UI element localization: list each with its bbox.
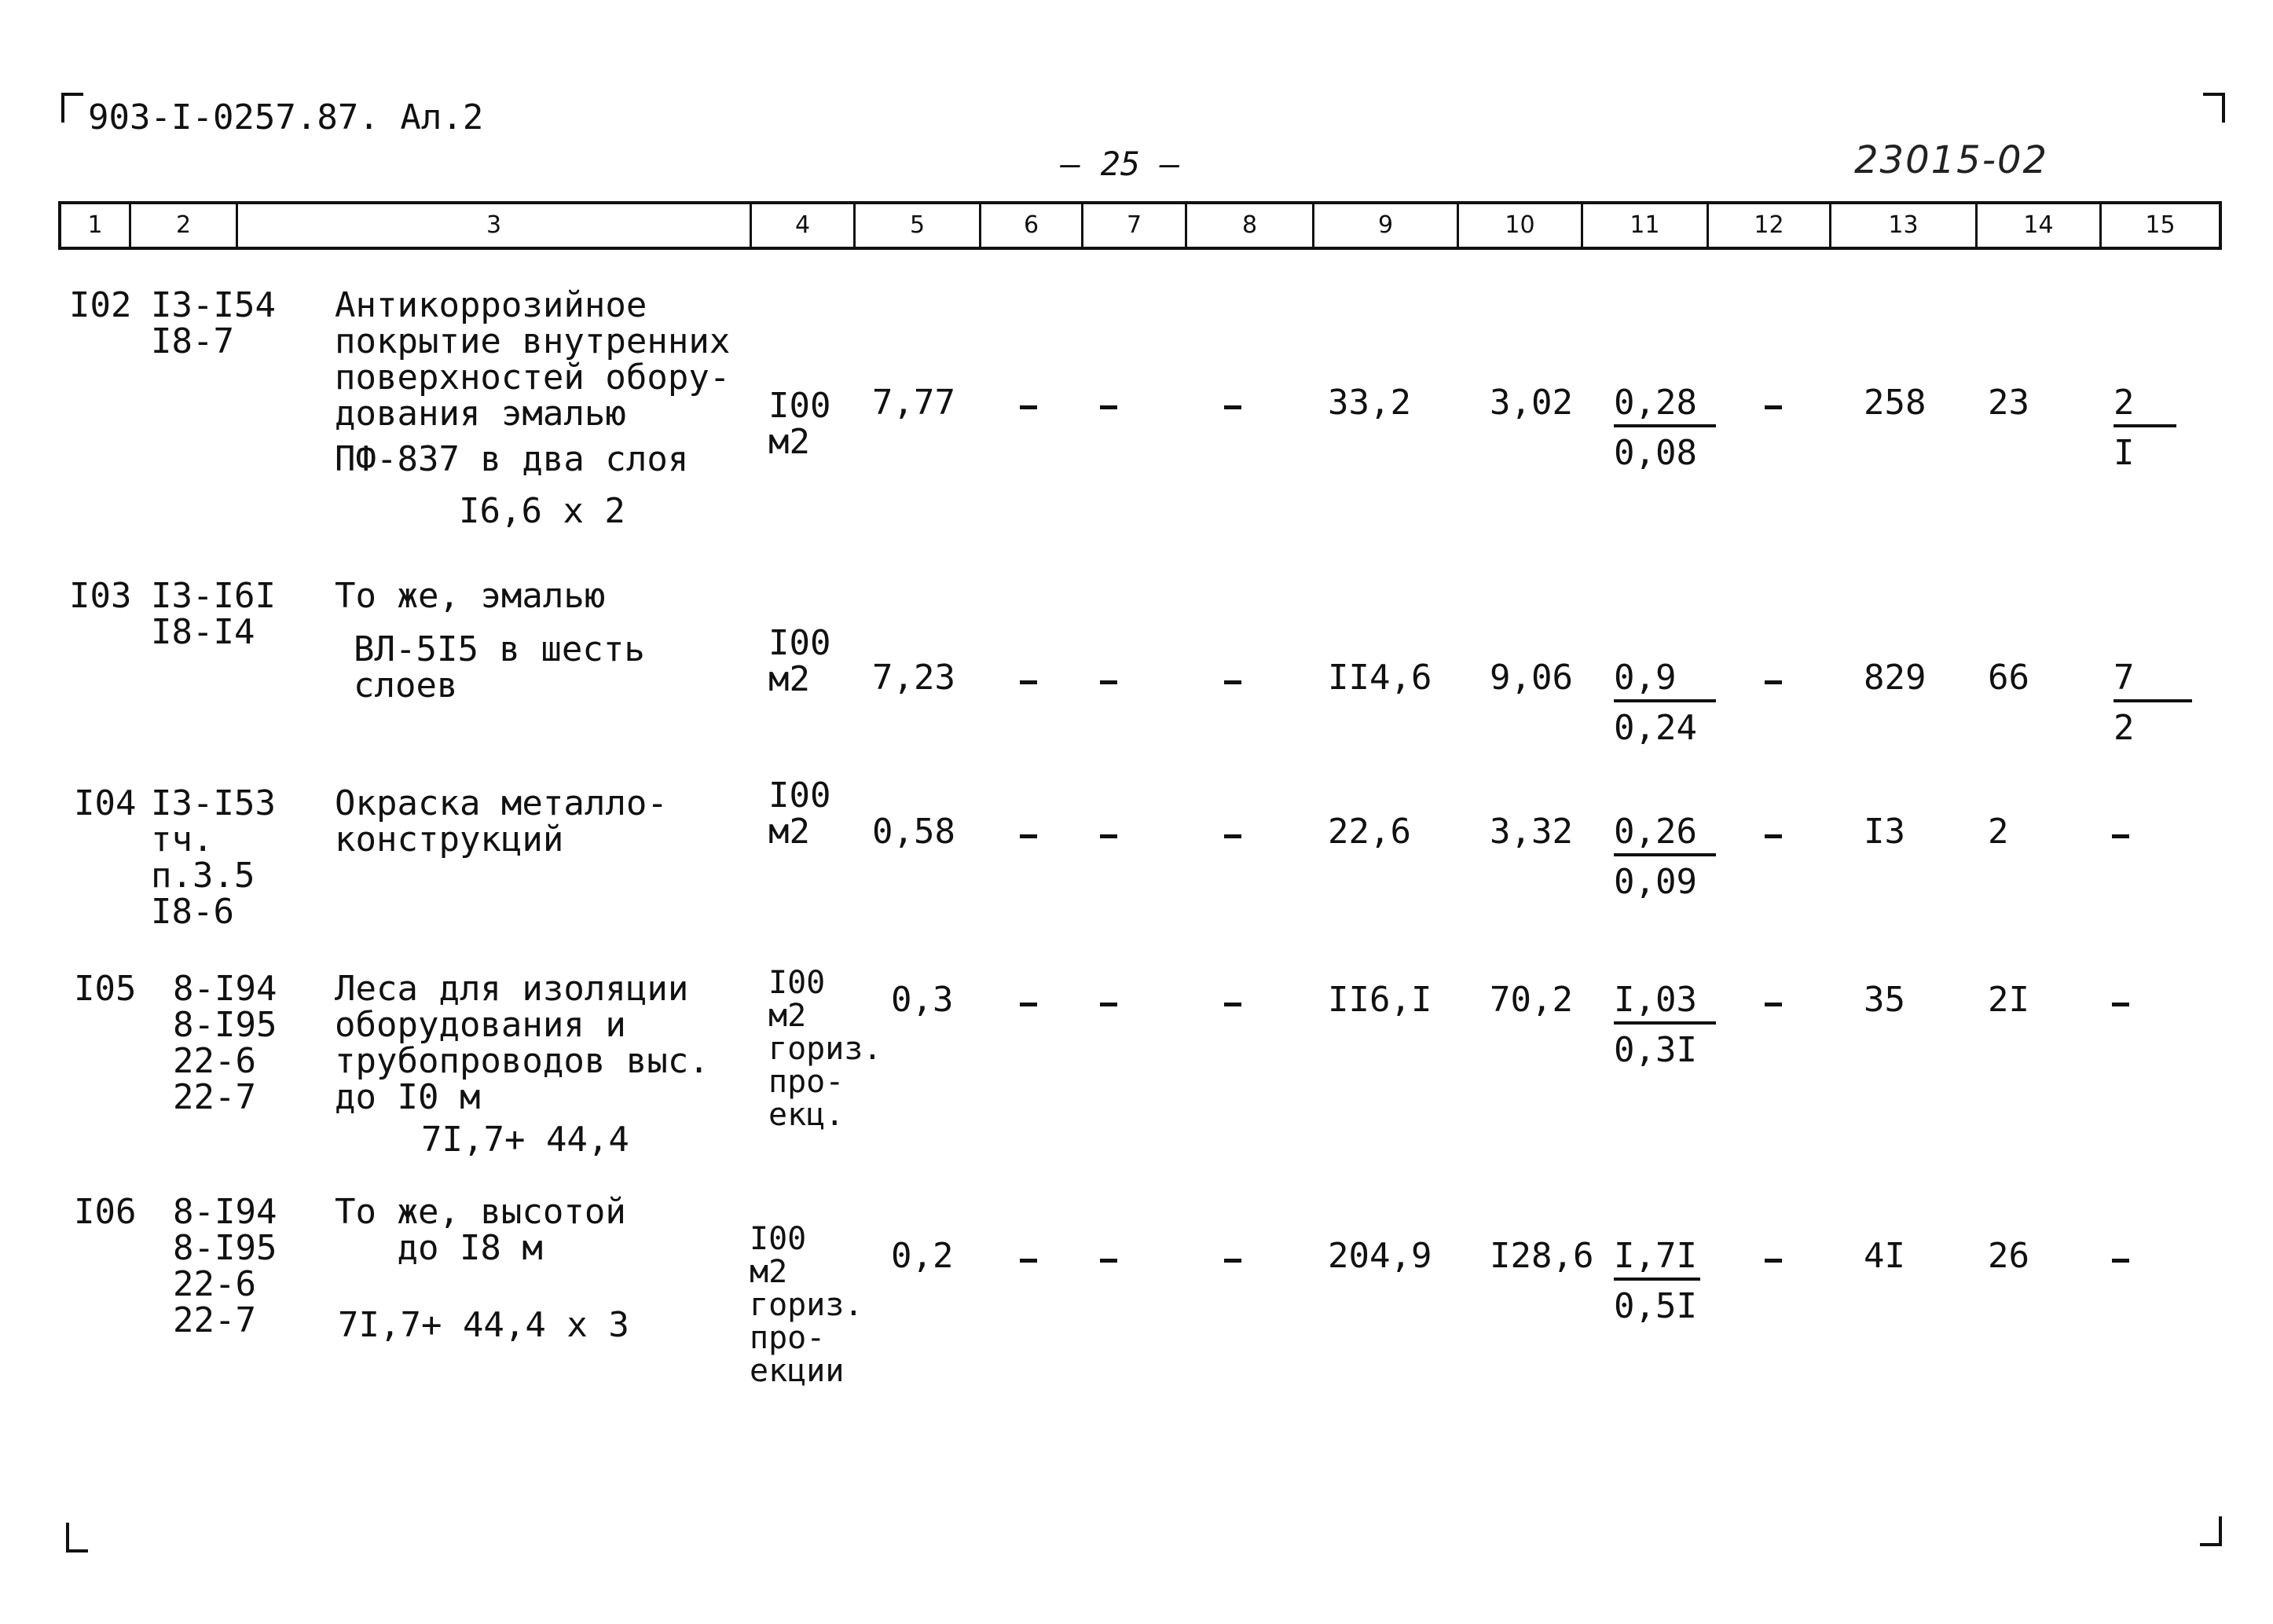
col-10-value: 9,06 bbox=[1490, 658, 1573, 698]
col-11-fraction bbox=[1614, 660, 1716, 746]
col-13-value: 4I bbox=[1864, 1236, 1905, 1276]
work-description: Окраска металло- конструкций bbox=[335, 783, 668, 860]
col-14-value: 2I bbox=[1988, 980, 2029, 1020]
dash-col-15 bbox=[2112, 834, 2129, 838]
volume-calculation: 7I,7+ 44,4 bbox=[421, 1120, 629, 1160]
row-number: I03 bbox=[69, 576, 132, 616]
col-10-value: 70,2 bbox=[1490, 980, 1573, 1020]
column-header: 13 bbox=[1829, 204, 1975, 247]
fraction-denominator: 0,5I bbox=[1614, 1286, 1697, 1326]
page-number: — 25 — bbox=[1061, 145, 1180, 183]
dash-col-7 bbox=[1100, 1003, 1117, 1006]
norm-code: I3-I6I I8-I4 bbox=[151, 576, 276, 652]
col-11-fraction bbox=[1614, 814, 1716, 900]
column-header: 1 bbox=[87, 211, 103, 239]
col-10-value: 3,02 bbox=[1490, 383, 1573, 423]
dash-col-6 bbox=[1020, 834, 1037, 838]
column-header: 5 bbox=[853, 204, 979, 247]
column-header: 7 bbox=[1081, 204, 1185, 247]
row-number: I05 bbox=[74, 969, 137, 1009]
quantity: 7,23 bbox=[872, 658, 955, 698]
dash-col-7 bbox=[1100, 680, 1117, 684]
quantity: 0,58 bbox=[872, 812, 955, 852]
dash-col-7 bbox=[1100, 1259, 1117, 1263]
norm-code: I3-I54 I8-7 bbox=[151, 285, 276, 361]
work-description-cont: ВЛ-5I5 в шесть слоев bbox=[354, 629, 645, 706]
norm-code: 8-I94 8-I95 22-6 22-7 bbox=[173, 969, 277, 1117]
dash-col-6 bbox=[1020, 1003, 1037, 1006]
dash-col-8 bbox=[1224, 834, 1241, 838]
work-description: То же, эмалью bbox=[335, 576, 606, 616]
col-13-value: 35 bbox=[1864, 980, 1905, 1020]
col-9-value: 22,6 bbox=[1328, 812, 1411, 852]
col-9-value: II4,6 bbox=[1328, 658, 1432, 698]
corner-mark-top-left bbox=[61, 93, 83, 123]
col-10-value: 3,32 bbox=[1490, 812, 1573, 852]
fraction-denominator: 2 bbox=[2114, 708, 2135, 748]
column-header: 4 bbox=[750, 204, 853, 247]
dash-col-6 bbox=[1020, 405, 1037, 409]
col-11-fraction bbox=[1614, 1238, 1700, 1325]
fraction-denominator: 0,09 bbox=[1614, 862, 1697, 902]
col-14-value: 23 bbox=[1988, 383, 2029, 423]
col-14-value: 26 bbox=[1988, 1236, 2029, 1276]
work-description: Леса для изоляции оборудования и трубопроводов выс. до I0 м bbox=[335, 969, 709, 1117]
column-header: 10 bbox=[1457, 204, 1581, 247]
fraction-numerator: I,7I bbox=[1614, 1238, 1700, 1281]
work-description: Антикоррозийное покрытие внутренних поверхностей обору- дования эмалью bbox=[335, 285, 731, 434]
quantity: 0,2 bbox=[891, 1236, 954, 1276]
col-14-value: 2 bbox=[1988, 812, 2009, 852]
unit: I00 м2 bbox=[768, 386, 831, 462]
quantity: 7,77 bbox=[872, 383, 955, 423]
row-number: I02 bbox=[69, 285, 132, 325]
col-15-fraction bbox=[2114, 385, 2176, 471]
work-description-cont: ПФ-837 в два слоя bbox=[335, 439, 689, 479]
fraction-numerator: 0,9 bbox=[1614, 660, 1716, 702]
column-header: 15 bbox=[2099, 204, 2219, 247]
dash-col-12 bbox=[1765, 680, 1782, 684]
fraction-numerator: 0,28 bbox=[1614, 385, 1716, 427]
unit: I00 м2 bbox=[768, 775, 831, 852]
corner-mark-top-right bbox=[2203, 93, 2225, 123]
column-header: 12 bbox=[1707, 204, 1829, 247]
fraction-numerator: 7 bbox=[2114, 660, 2192, 702]
norm-code: 8-I94 8-I95 22-6 22-7 bbox=[173, 1192, 277, 1340]
col-13-value: I3 bbox=[1864, 812, 1905, 852]
dash-col-7 bbox=[1100, 834, 1117, 838]
col-9-value: 204,9 bbox=[1328, 1236, 1432, 1276]
column-header: 11 bbox=[1581, 204, 1707, 247]
dash-col-6 bbox=[1020, 680, 1037, 684]
dash-col-12 bbox=[1765, 1003, 1782, 1006]
fraction-denominator: I bbox=[2114, 433, 2135, 473]
quantity: 0,3 bbox=[891, 980, 954, 1020]
column-header: 2 bbox=[129, 204, 236, 247]
corner-mark-bottom-right bbox=[2200, 1516, 2222, 1546]
dash-col-8 bbox=[1224, 405, 1241, 409]
dash-col-7 bbox=[1100, 405, 1117, 409]
dash-col-8 bbox=[1224, 680, 1241, 684]
col-15-fraction bbox=[2114, 660, 2192, 746]
fraction-denominator: 0,3I bbox=[1614, 1030, 1697, 1070]
fraction-numerator: I,03 bbox=[1614, 982, 1716, 1025]
fraction-numerator: 0,26 bbox=[1614, 814, 1716, 856]
column-header: 9 bbox=[1312, 204, 1457, 247]
dash-col-8 bbox=[1224, 1003, 1241, 1006]
dash-col-8 bbox=[1224, 1259, 1241, 1263]
col-10-value: I28,6 bbox=[1490, 1236, 1594, 1276]
col-14-value: 66 bbox=[1988, 658, 2029, 698]
dash-col-12 bbox=[1765, 1259, 1782, 1263]
col-9-value: II6,I bbox=[1328, 980, 1432, 1020]
column-header-row bbox=[58, 201, 2222, 250]
column-header: 3 bbox=[236, 204, 750, 247]
row-number: I06 bbox=[74, 1192, 137, 1232]
fraction-numerator: 2 bbox=[2114, 385, 2176, 427]
work-description: То же, высотой до I8 м bbox=[335, 1192, 626, 1268]
handwritten-code: 23015-02 bbox=[1854, 138, 2049, 182]
unit: I00 м2 гориз. про- екц. bbox=[768, 965, 882, 1133]
unit: I00 м2 bbox=[768, 623, 831, 699]
row-number: I04 bbox=[74, 783, 137, 823]
fraction-denominator: 0,08 bbox=[1614, 433, 1697, 473]
col-11-fraction bbox=[1614, 982, 1716, 1069]
norm-code: I3-I53 тч. п.3.5 I8-6 bbox=[151, 783, 276, 932]
column-header: 8 bbox=[1185, 204, 1312, 247]
column-header: 14 bbox=[1975, 204, 2099, 247]
document-code: 903-I-0257.87. Ал.2 bbox=[88, 97, 484, 137]
col-13-value: 258 bbox=[1864, 383, 1927, 423]
fraction-denominator: 0,24 bbox=[1614, 708, 1697, 748]
dash-col-6 bbox=[1020, 1259, 1037, 1263]
volume-calculation: 7I,7+ 44,4 х 3 bbox=[338, 1305, 629, 1345]
column-header: 6 bbox=[979, 204, 1081, 247]
col-11-fraction bbox=[1614, 385, 1716, 471]
dash-col-12 bbox=[1765, 405, 1782, 409]
unit: I00 м2 гориз. про- екции bbox=[750, 1221, 863, 1389]
dash-col-12 bbox=[1765, 834, 1782, 838]
dash-col-15 bbox=[2112, 1003, 2129, 1006]
corner-mark-bottom-left bbox=[66, 1523, 88, 1553]
dash-col-15 bbox=[2112, 1259, 2129, 1263]
volume-calculation: I6,6 х 2 bbox=[459, 491, 625, 531]
col-13-value: 829 bbox=[1864, 658, 1927, 698]
col-9-value: 33,2 bbox=[1328, 383, 1411, 423]
